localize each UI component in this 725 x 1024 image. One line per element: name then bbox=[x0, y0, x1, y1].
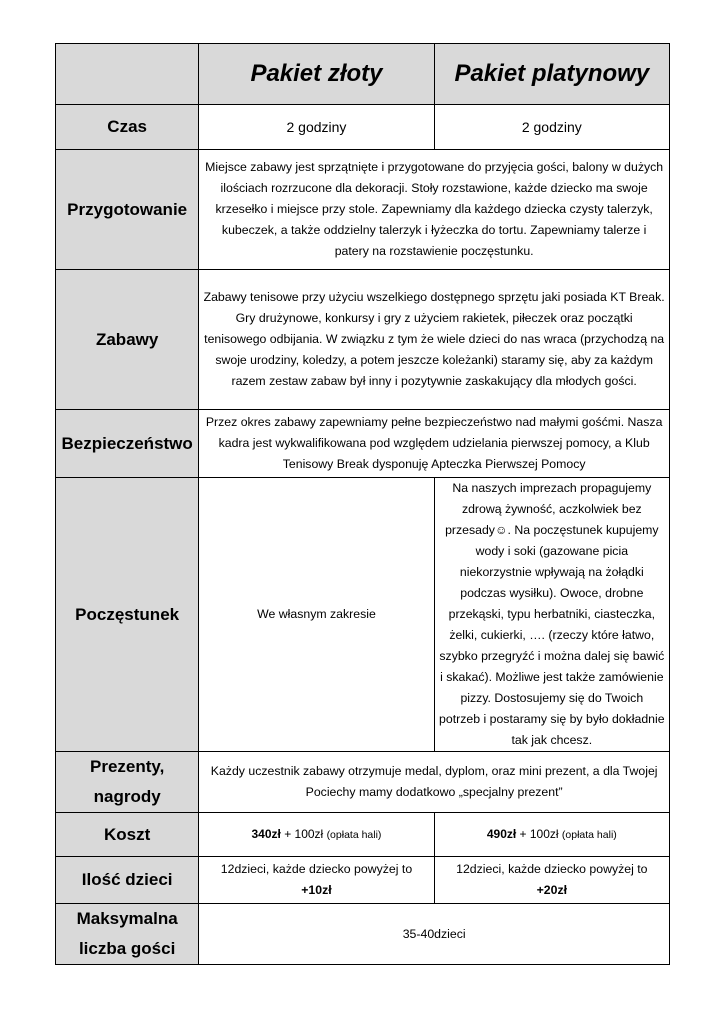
ilosc-gold bbox=[199, 857, 434, 904]
row-label-zabawy: Zabawy bbox=[56, 270, 199, 410]
row-label-poczestunek: Poczęstunek bbox=[56, 478, 199, 752]
gold-hall-fee: + 100zł bbox=[280, 826, 327, 841]
ilosc-gold-extra: +10zł bbox=[301, 883, 332, 897]
prezenty-label-line2: nagrody bbox=[93, 787, 161, 806]
corner-cell bbox=[56, 44, 199, 105]
przygotowanie-text: Miejsce zabawy jest sprzątnięte i przygotowane do przyjęcia gości, balony w dużych ilościach rozrzucone dla dekoracji. Stoły rozstawione, każde dziecko ma swoje krzesełko i miejsce przy stole. Zapewniamy dla każdego dziecka czysty talerzyk, kubeczek, a także oddzielny talerzyk i łyżeczka do tortu. Zapewniamy talerze i patery na rozstawienie poczęstunku. bbox=[199, 150, 670, 270]
row-label-bezpieczenstwo: Bezpieczeństwo bbox=[56, 410, 199, 478]
gold-package-header: Pakiet złoty bbox=[199, 44, 434, 105]
prezenty-label-line1: Prezenty, bbox=[89, 757, 165, 776]
pricing-table bbox=[55, 43, 670, 965]
header-row bbox=[56, 44, 670, 105]
max-label-line1: Maksymalna bbox=[76, 909, 178, 928]
max-label-line2: liczba gości bbox=[78, 939, 176, 958]
row-max bbox=[56, 904, 670, 965]
row-bezpieczenstwo bbox=[56, 410, 670, 478]
koszt-gold bbox=[199, 813, 434, 857]
poczestunek-platinum: Na naszych imprezach propagujemy zdrową żywność, aczkolwiek bez przesady☺. Na poczęstunek kupujemy wody i soki (gazowane picia niekorzystnie wpływają na żołądki podczas wysiłku). Owoce, drobne przekąski, typu herbatniki, ciasteczka, żelki, cukierki, …. (rzeczy które łatwo, szybko przegryźć i można dalej się bawić i skakać). Możliwe jest także zamówienie pizzy. Dostosujemy się do Twoich potrzeb i postaramy się by było dokładnie tak jak chcesz. bbox=[434, 478, 669, 752]
platinum-package-header: Pakiet platynowy bbox=[434, 44, 669, 105]
row-koszt bbox=[56, 813, 670, 857]
row-label-prezenty bbox=[56, 752, 199, 813]
row-ilosc bbox=[56, 857, 670, 904]
czas-gold: 2 godziny bbox=[199, 105, 434, 150]
zabawy-text: Zabawy tenisowe przy użyciu wszelkiego dostępnego sprzętu jaki posiada KT Break. Gry drużynowe, konkursy i gry z użyciem rakietek, piłeczek oraz początki tenisowego odbijania. W związku z tym że wiele dzieci do nas wraca (przychodzą na swoje urodziny, koledzy, a potem jeszcze koleżanki) staramy się, aby za każdym razem zestaw zabaw był inny i pozytywnie zaskakujący dla młodych gości. bbox=[199, 270, 670, 410]
max-text: 35-40dzieci bbox=[199, 904, 670, 965]
row-przygotowanie bbox=[56, 150, 670, 270]
row-label-max bbox=[56, 904, 199, 965]
row-label-przygotowanie: Przygotowanie bbox=[56, 150, 199, 270]
bezpieczenstwo-text: Przez okres zabawy zapewniamy pełne bezpieczeństwo nad małymi gośćmi. Nasza kadra jest wykwalifikowana pod względem udzielania pierwszej pomocy, a Klub Tenisowy Break dysponuję Apteczka Pierwszej Pomocy bbox=[199, 410, 670, 478]
prezenty-text: Każdy uczestnik zabawy otrzymuje medal, dyplom, oraz mini prezent, a dla Twojej Pociechy mamy dodatkowo „specjalny prezent” bbox=[199, 752, 670, 813]
platinum-hall-fee: + 100zł bbox=[516, 826, 562, 841]
koszt-platinum bbox=[434, 813, 669, 857]
gold-hall-note: (opłata hali) bbox=[326, 828, 382, 841]
row-label-koszt: Koszt bbox=[56, 813, 199, 857]
poczestunek-gold: We własnym zakresie bbox=[199, 478, 434, 752]
ilosc-platinum-text: 12dzieci, każde dziecko powyżej to bbox=[456, 862, 648, 876]
platinum-hall-note: (opłata hali) bbox=[561, 828, 617, 841]
row-label-ilosc: Ilość dzieci bbox=[56, 857, 199, 904]
ilosc-gold-text: 12dzieci, każde dziecko powyżej to bbox=[220, 862, 413, 876]
row-label-czas: Czas bbox=[56, 105, 199, 150]
row-poczestunek bbox=[56, 478, 670, 752]
row-czas bbox=[56, 105, 670, 150]
platinum-price: 490zł bbox=[486, 826, 517, 841]
row-zabawy bbox=[56, 270, 670, 410]
gold-price: 340zł bbox=[251, 826, 281, 841]
czas-platinum: 2 godziny bbox=[434, 105, 669, 150]
ilosc-platinum bbox=[434, 857, 669, 904]
ilosc-platinum-extra: +20zł bbox=[536, 883, 568, 897]
row-prezenty bbox=[56, 752, 670, 813]
